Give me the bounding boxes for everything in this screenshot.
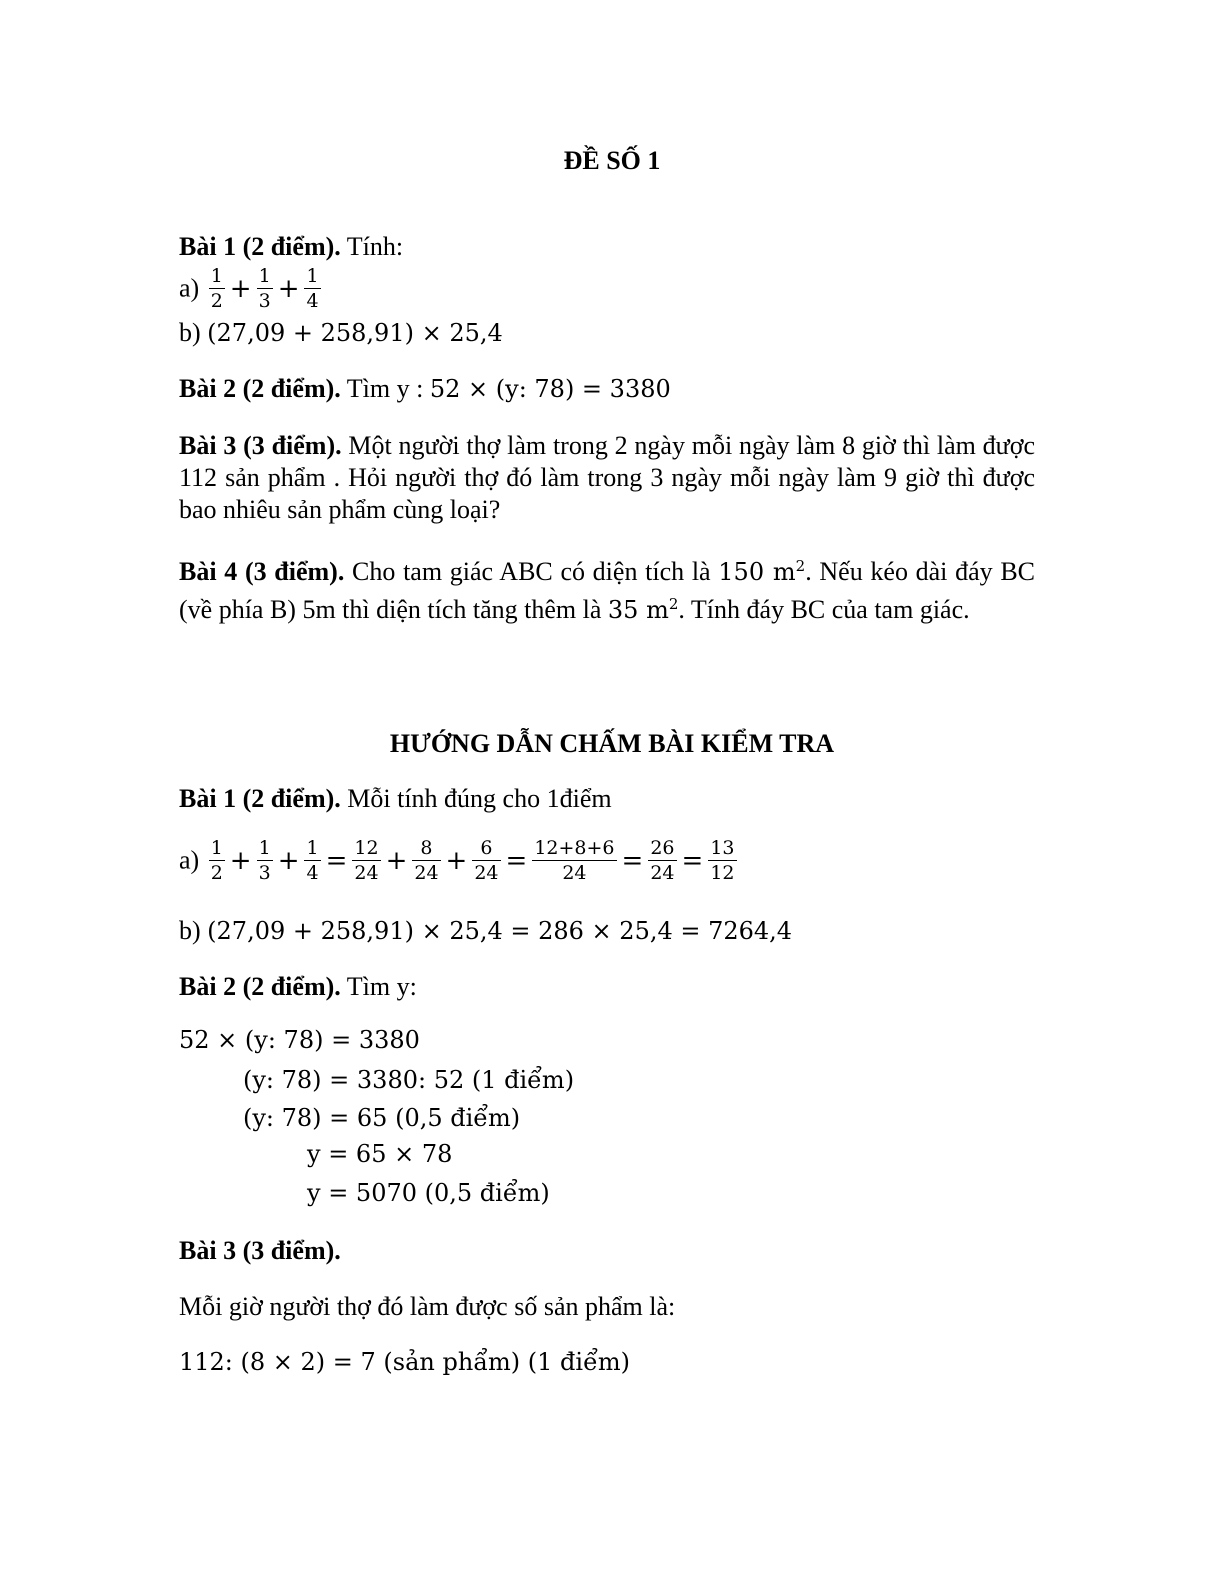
guide-1b-expression: (27,09 + 258,91) × 25,4 = 286 × 25,4 = 7264,4 (207, 917, 793, 945)
problem-3-text: Một người thợ làm trong 2 ngày mỗi ngày làm 8 giờ thì làm được 112 sản phẩm . Hỏi người thợ đó làm trong 3 ngày mỗi ngày làm 9 giờ thì được bao nhiêu sản phẩm cùng loại? (179, 431, 1036, 524)
problem-2-label: Bài 2 (2 điểm). (179, 374, 341, 403)
problem-2-expression: 52 × (y: 78) = 3380 (429, 375, 671, 403)
problem-1b-expression: (27,09 + 258,91) × 25,4 (207, 319, 503, 347)
area-value: 150 $m^2$ (718, 557, 806, 586)
guide-title: HƯỚNG DẪN CHẤM BÀI KIỂM TRA (389, 729, 835, 758)
fraction: $\frac{1}{4}$ (306, 265, 319, 312)
guide-2-step: (y: 78) = 65 (0,5 điểm) (243, 1104, 521, 1132)
problem-3 (179, 430, 1035, 526)
fraction: $\frac{1}{2}$ (210, 837, 223, 884)
fraction: $\frac{12+8+6}{24}$ (534, 837, 615, 884)
fraction: $\frac{1}{4}$ (306, 837, 319, 884)
fraction: $\frac{1}{3}$ (258, 837, 271, 884)
fraction: $\frac{8}{24}$ (414, 837, 439, 884)
problem-4: Bài 4 (3 điểm). Cho tam giác ABC có diện tích là 150 $m^2$. Nếu kéo dài đáy BC (về phía B) 5m thì diện tích tăng thêm là 35 $m^2$. Tính đáy BC của tam giác. (179, 557, 1036, 624)
guide-3-line-2: 112: (8 × 2) = 7 (sản phẩm) (1 điểm) (179, 1348, 630, 1376)
fraction: $\frac{12}{24}$ (354, 837, 379, 884)
fraction: $\frac{6}{24}$ (474, 837, 499, 884)
problem-1-label: Bài 1 (2 điểm). (179, 232, 341, 261)
guide-2-step: y = 5070 (0,5 điểm) (307, 1179, 550, 1207)
fraction: $\frac{1}{3}$ (258, 265, 271, 312)
guide-3-heading: Bài 3 (3 điểm). (179, 1236, 341, 1265)
guide-2-step: (y: 78) = 3380: 52 (1 điểm) (243, 1066, 575, 1094)
guide-1-heading: Bài 1 (2 điểm). Mỗi tính đúng cho 1điểm (179, 784, 612, 813)
problem-1a-label: a) (179, 273, 200, 303)
problem-3-label: Bài 3 (3 điểm). (179, 431, 342, 460)
problem-4-label: Bài 4 (3 điểm). (179, 557, 345, 586)
guide-1a: a) $\frac{1}{2}$ + $\frac{1}{3}$ + $\frac{1}{4}$ = $\frac{12}{24}$ + $\frac{8}{24}$ + $\frac{6}{24}$ = $\frac{12+8+6}{24}$ = $\frac{26}{24}$ = $\frac{13}{12}$ (179, 837, 735, 884)
problem-1b: b) (27,09 + 258,91) × 25,4 (179, 318, 503, 347)
guide-2-step: 52 × (y: 78) = 3380 (179, 1026, 420, 1054)
guide-1b: b) (27,09 + 258,91) × 25,4 = 286 × 25,4 = 7264,4 (179, 916, 793, 945)
fraction: $\frac{1}{2}$ (210, 265, 223, 312)
guide-2-step: y = 65 × 78 (307, 1140, 453, 1168)
problem-1a: a) $\frac{1}{2}$ + $\frac{1}{3}$ + $\frac{1}{4}$ (179, 265, 319, 312)
added-area-value: 35 $m^2$ (607, 595, 679, 624)
problem-1-heading (179, 234, 403, 260)
problem-1-task: Tính: (340, 232, 404, 261)
fraction: $\frac{13}{12}$ (710, 837, 735, 884)
guide-3-line-1: Mỗi giờ người thợ đó làm được số sản phẩm là: (179, 1292, 676, 1321)
fraction: $\frac{26}{24}$ (650, 837, 675, 884)
problem-2: Bài 2 (2 điểm). Tìm y : 52 × (y: 78) = 3380 (179, 374, 671, 403)
exam-title: ĐỀ SỐ 1 (563, 146, 661, 175)
guide-2-heading: Bài 2 (2 điểm). Tìm y: (179, 972, 417, 1001)
